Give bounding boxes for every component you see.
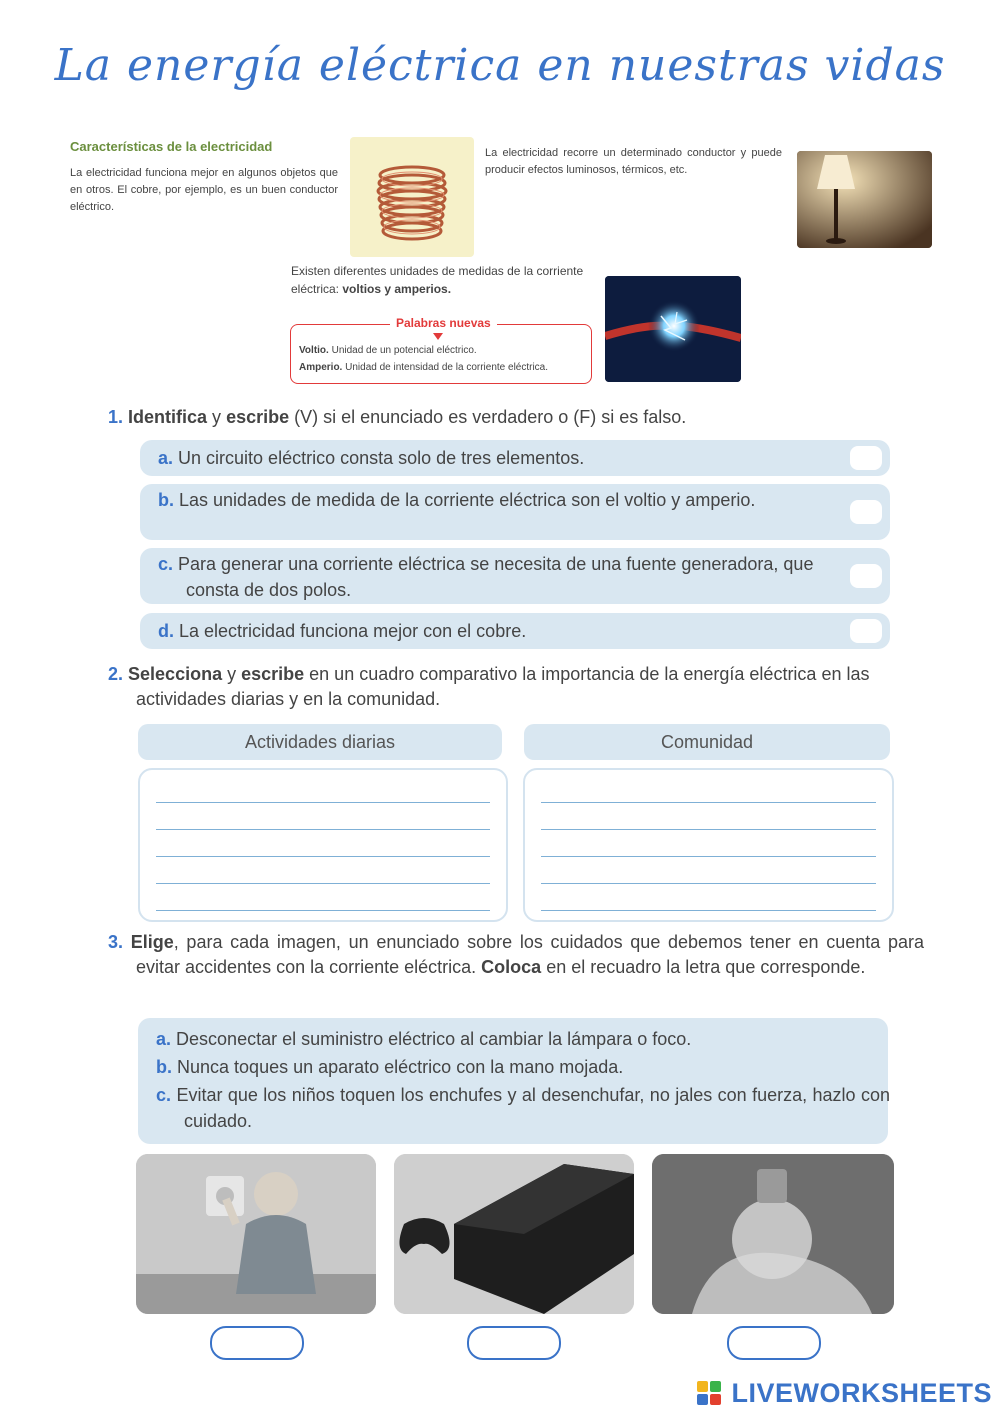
q1-bold-2: escribe [226, 407, 290, 427]
q2-text-2: en un cuadro comparativo la importancia de la energía eléctrica en las actividades diarias y en la comunidad. [136, 664, 870, 709]
answer-box-a[interactable] [850, 446, 882, 470]
voltio-term: Voltio. [299, 345, 329, 356]
q1-item-c-text [158, 551, 836, 603]
voltio-definition [299, 345, 477, 356]
q3-option-a-text: Desconectar el suministro eléctrico al cambiar la lámpara o foco. [176, 1029, 692, 1049]
q1-item-c-letter: c. [158, 554, 174, 574]
question-2-instruction [108, 662, 924, 712]
answer-box-c[interactable] [850, 564, 882, 588]
q3-bold-2: Coloca [481, 957, 542, 977]
q3-option-b-text: Nunca toques un aparato eléctrico con la mano mojada. [177, 1057, 624, 1077]
community-writing-box[interactable] [523, 768, 894, 922]
answer-box-b[interactable] [850, 500, 882, 524]
question-3-number: 3. [108, 932, 124, 952]
column-header-daily: Actividades diarias [138, 724, 502, 760]
info-heading: Características de la electricidad [70, 139, 273, 154]
page-title: La energía eléctrica en nuestras vidas [54, 40, 946, 91]
lamp-image [797, 151, 932, 248]
q1-item-b-text [158, 487, 836, 513]
q3-option-c-letter: c. [156, 1085, 172, 1105]
answer-pill-image-3[interactable] [727, 1326, 821, 1360]
q1-item-b-statement: Las unidades de medida de la corriente eléctrica son el voltio y amperio. [179, 490, 756, 510]
answer-box-d[interactable] [850, 619, 882, 643]
q1-text-1: y [207, 407, 227, 427]
q1-item-d-letter: d. [158, 621, 174, 641]
q3-text-1: , para cada imagen, un enunciado sobre los cuidados que debemos tener en cuenta para evitar accidentes con la corriente eléctrica. [136, 932, 924, 977]
q1-item-a-statement: Un circuito eléctrico consta solo de tres elementos. [178, 448, 585, 468]
lightbulb-hand-image [652, 1154, 894, 1314]
info-paragraph-copper: La electricidad funciona mejor en algunos objetos que en otros. El cobre, por ejemplo, es un buen conductor eléctrico. [70, 167, 338, 213]
game-console-image [394, 1154, 634, 1314]
question-1-instruction [108, 405, 898, 430]
q3-option-c-text: Evitar que los niños toquen los enchufes y al desenchufar, no jales con fuerza, hazlo con cuidado. [176, 1085, 890, 1131]
q3-option-c [156, 1082, 890, 1134]
q3-option-a-letter: a. [156, 1029, 172, 1049]
q1-item-a-text [158, 445, 838, 471]
units-bold: voltios y amperios. [342, 282, 452, 296]
amperio-definition [299, 362, 548, 373]
q1-bold-1: Identifica [128, 407, 208, 427]
q3-option-b [156, 1054, 856, 1080]
q1-item-a-letter: a. [158, 448, 174, 468]
q1-item-d-text [158, 618, 838, 644]
q1-item-b-letter: b. [158, 490, 174, 510]
answer-pill-image-1[interactable] [210, 1326, 304, 1360]
liveworksheets-logo-icon [697, 1381, 721, 1405]
palabras-nuevas-title: Palabras nuevas [390, 316, 497, 330]
q1-item-d-statement: La electricidad funciona mejor con el cobre. [179, 621, 527, 641]
daily-activities-writing-box[interactable] [138, 768, 508, 922]
question-2-number: 2. [108, 664, 124, 684]
electric-spark-image [605, 276, 741, 382]
units-text: Existen diferentes unidades de medidas de la corriente eléctrica: [291, 264, 584, 296]
q2-text-1: y [222, 664, 242, 684]
q1-item-a [140, 440, 890, 476]
liveworksheets-brand: LIVEWORKSHEETS [731, 1378, 992, 1408]
copper-coil-image [350, 137, 474, 257]
question-3-instruction [108, 930, 924, 980]
q3-options-panel [138, 1018, 888, 1144]
q1-text-2: (V) si el enunciado es verdadero o (F) si es falso. [289, 407, 687, 427]
q2-bold-1: Selecciona [128, 664, 223, 684]
info-paragraph-conductor: La electricidad recorre un determinado conductor y puede producir efectos luminosos, térmicos, etc. [485, 147, 782, 176]
q3-option-b-letter: b. [156, 1057, 172, 1077]
q2-bold-2: escribe [241, 664, 305, 684]
q3-bold-1: Elige [130, 932, 174, 952]
child-outlet-image [136, 1154, 376, 1314]
amperio-def: Unidad de intensidad de la corriente eléctrica. [342, 362, 549, 373]
q1-item-d [140, 613, 890, 649]
q1-item-c-statement: Para generar una corriente eléctrica se necesita de una fuente generadora, que consta de dos polos. [178, 554, 814, 600]
q1-item-c [140, 548, 890, 604]
amperio-term: Amperio. [299, 362, 343, 373]
q3-option-a [156, 1026, 856, 1052]
answer-pill-image-2[interactable] [467, 1326, 561, 1360]
column-header-community: Comunidad [524, 724, 890, 760]
voltio-def: Unidad de un potencial eléctrico. [328, 345, 477, 356]
caret-down-icon [433, 333, 443, 340]
q3-text-2: en el recuadro la letra que corresponde. [541, 957, 866, 977]
info-paragraph-units [291, 262, 591, 298]
q1-item-b [140, 484, 890, 540]
question-1-number: 1. [108, 407, 124, 427]
